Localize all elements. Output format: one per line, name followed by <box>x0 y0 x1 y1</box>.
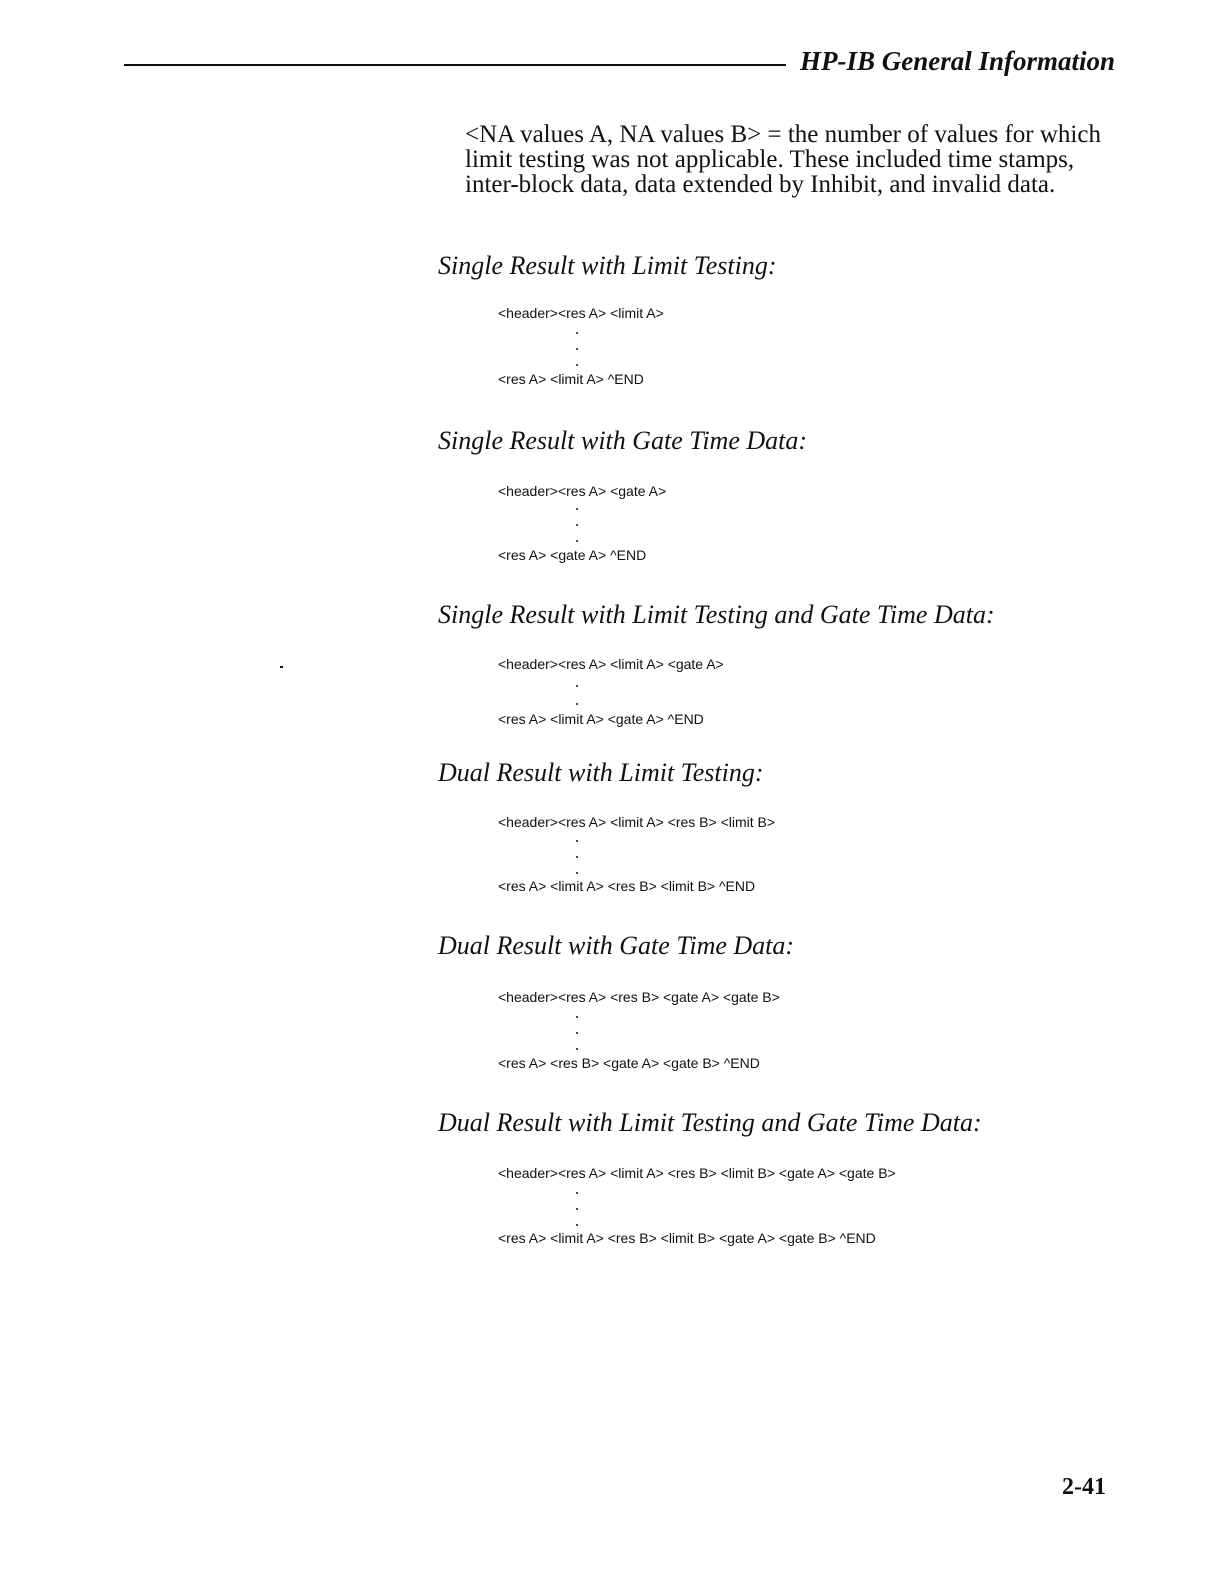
code-last-line: <res A> <limit A> ^END <box>498 371 644 387</box>
section-dual-gate <box>438 928 1198 1072</box>
section-title: Single Result with Limit Testing and Gate Time Data: <box>438 600 995 629</box>
continuation-dots <box>576 1182 586 1229</box>
code-block <box>498 988 1198 1072</box>
code-last-line: <res A> <limit A> <res B> <limit B> <gate A> <gate B> ^END <box>498 1230 876 1246</box>
code-block <box>498 482 1198 564</box>
code-block <box>498 813 1198 895</box>
continuation-dots <box>576 322 586 370</box>
section-title: Dual Result with Limit Testing: <box>438 758 764 787</box>
continuation-dots <box>576 1006 586 1054</box>
code-last-line: <res A> <limit A> <gate A> ^END <box>498 711 704 727</box>
code-last-line: <res A> <limit A> <res B> <limit B> ^END <box>498 878 756 894</box>
section-title: Dual Result with Limit Testing and Gate Time Data: <box>438 1108 982 1137</box>
code-first-line: <header><res A> <limit A> <box>498 305 664 321</box>
code-first-line: <header><res A> <limit A> <res B> <limit B> <box>498 814 776 830</box>
page-number: 2-41 <box>1062 1474 1106 1500</box>
code-block <box>498 1164 1198 1247</box>
section-single-gate <box>438 423 1198 564</box>
code-first-line: <header><res A> <gate A> <box>498 483 667 499</box>
section-title: Dual Result with Gate Time Data: <box>438 931 795 960</box>
section-title: Single Result with Limit Testing: <box>438 251 777 280</box>
intro-paragraph: <NA values A, NA values B> = the number of values for which limit testing was not applicable. These included time stamps, inter-block data, data extended by Inhibit, and invalid data. <box>465 121 1101 198</box>
continuation-dots <box>576 500 586 546</box>
stray-mark <box>280 666 283 668</box>
section-dual-limit-gate <box>438 1105 1198 1247</box>
code-last-line: <res A> <res B> <gate A> <gate B> ^END <box>498 1055 760 1071</box>
section-single-limit <box>438 248 1198 388</box>
code-first-line: <header><res A> <limit A> <gate A> <box>498 656 724 672</box>
header-rule <box>124 64 786 66</box>
continuation-dots <box>576 673 586 710</box>
section-single-limit-gate <box>438 597 1198 728</box>
code-last-line: <res A> <gate A> ^END <box>498 547 647 563</box>
continuation-dots <box>576 831 586 877</box>
running-header: HP-IB General Information <box>800 46 1116 76</box>
code-first-line: <header><res A> <res B> <gate A> <gate B> <box>498 989 780 1005</box>
section-title: Single Result with Gate Time Data: <box>438 426 808 455</box>
code-block <box>498 655 1198 728</box>
code-first-line: <header><res A> <limit A> <res B> <limit B> <gate A> <gate B> <box>498 1165 896 1181</box>
code-block <box>498 304 1198 388</box>
section-dual-limit <box>438 755 1198 895</box>
